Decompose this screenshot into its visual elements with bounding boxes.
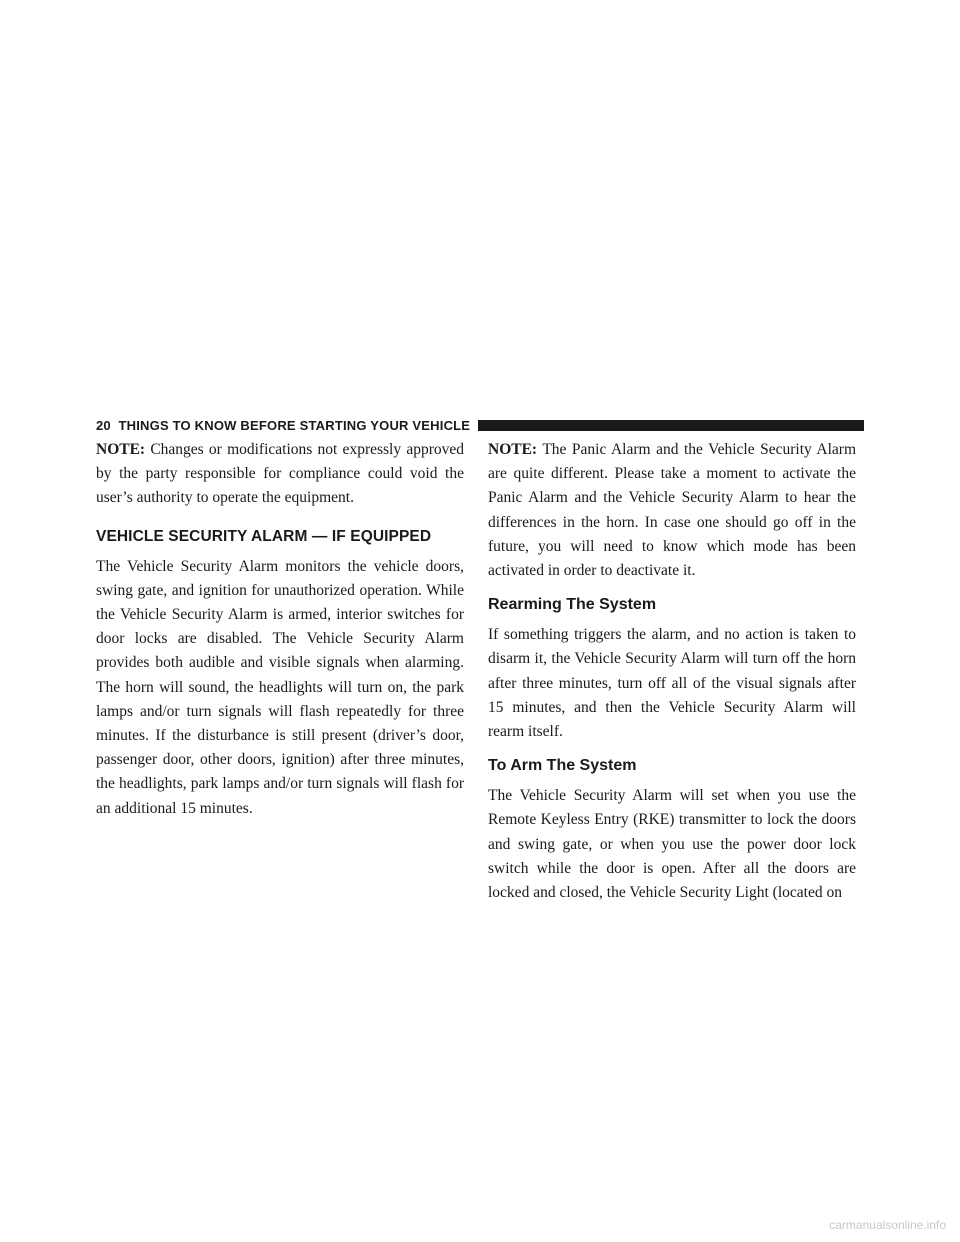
section-heading-security-alarm: VEHICLE SECURITY ALARM — IF EQUIPPED (96, 527, 432, 545)
to-arm-paragraph: The Vehicle Security Alarm will set when you use the Remote Keyless Entry (RKE) transmitter to lock the doors and swing gate, or when you use the power door lock switch while the door is open. After all the doors are locked and closed, the Vehicle Security Light (located on (488, 787, 856, 902)
page-number: 20 (96, 417, 111, 433)
rearming-paragraph: If something triggers the alarm, and no action is taken to disarm it, the Vehicle Security Alarm will turn off the horn after three minutes, turn off all of the visual signals after 15 minutes, and then the Vehicle Security Alarm will rearm itself. (488, 626, 856, 741)
page-number-and-section (96, 418, 470, 433)
note-label: NOTE: (488, 441, 538, 458)
section-title: THINGS TO KNOW BEFORE STARTING YOUR VEHICLE (118, 417, 471, 433)
panic-alarm-note (488, 438, 856, 583)
note-text: Changes or modifications not expressly approved by the party responsible for compliance could void the user’s authority to operate the equipment. (96, 441, 464, 507)
watermark-text: carmanualsonline.info (829, 1218, 946, 1232)
page-header (96, 416, 864, 434)
header-rule-bar (478, 420, 864, 431)
note-text: The Panic Alarm and the Vehicle Security Alarm are quite different. Please take a moment to activate the Panic Alarm and the Vehicle Security Alarm to hear the differences in the horn. In case one should go off in the future, you will need to know which mode has been activated in order to deactivate it. (488, 441, 856, 580)
right-column (488, 438, 856, 905)
note-label: NOTE: (96, 441, 146, 458)
subheading-rearming: Rearming The System (488, 596, 657, 614)
subheading-to-arm: To Arm The System (488, 757, 637, 775)
left-column (96, 438, 464, 821)
compliance-note (96, 438, 464, 511)
security-alarm-paragraph: The Vehicle Security Alarm monitors the vehicle doors, swing gate, and ignition for unauthorized operation. While the Vehicle Security Alarm is armed, interior switches for door locks are disabled. The Vehicle Security Alarm provides both audible and visible signals when alarming. The horn will sound, the headlights will turn on, the park lamps and/or turn signals will flash repeatedly for three minutes. If the disturbance is still present (driver’s door, passenger door, other doors, ignition) after three minutes, the headlights, park lamps and/or turn signals will flash for an additional 15 minutes. (96, 557, 464, 817)
